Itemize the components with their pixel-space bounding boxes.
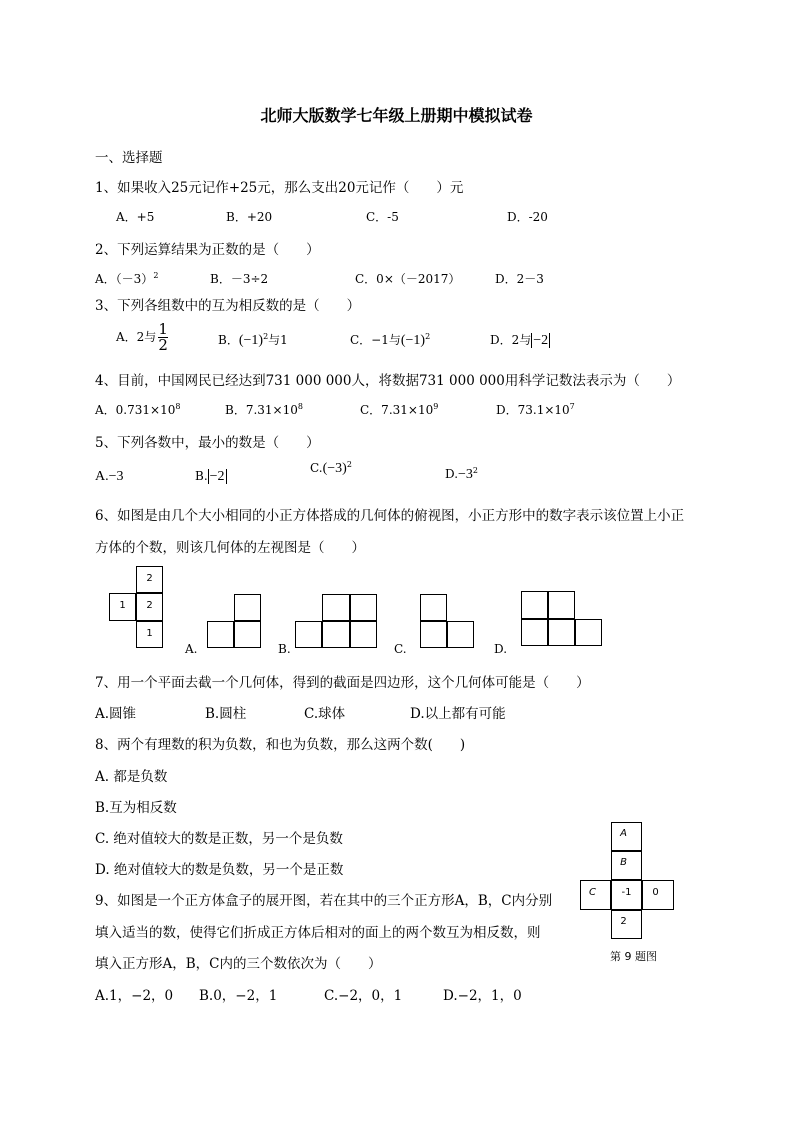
question-3: 3、下列各组数中的互为相反数的是（ ） [95, 298, 361, 314]
grid-number: 2 [146, 600, 153, 611]
q1-option-a: A．+5 [116, 210, 155, 224]
q2-option-a: A．$(-3)^2$ [95, 271, 159, 286]
q7-option-a: A.圆锥 [95, 706, 137, 722]
page-title: 北师大版数学七年级上册期中模拟试卷 [260, 106, 533, 125]
q6-option-d-label: D. [494, 642, 508, 656]
net-label-c: C [589, 887, 596, 898]
q5-option-c: $C.(-3)^2$ [310, 460, 352, 476]
question-8: 8、两个有理数的积为负数，和也为负数，那么这两个数( ) [95, 737, 466, 753]
question-4: 4、目前，中国网民已经达到731 000 000人，将数据731 000 000用科学记数法表示为（ ） [95, 373, 681, 389]
question-1: 1、如果收入25元记作+25元，那么支出20元记作（ ）元 [95, 180, 464, 196]
q9-option-b: B.0，−2，1 [199, 988, 278, 1004]
q5-option-a: A.−3 [95, 469, 124, 484]
question-6-line-2: 方体的个数，则该几何体的左视图是（ ） [95, 540, 365, 556]
fraction-one-half: $\frac{1}{2}$ [158, 320, 168, 354]
q3-option-a: A．2与 $\frac{1}{2}$ [116, 320, 168, 354]
q4-option-d: D．$73.1\times 10^7$ [496, 402, 575, 417]
q9-option-c: C.−2，0，1 [324, 988, 403, 1004]
q6-option-a-label: A. [185, 642, 198, 656]
q8-option-c: C. 绝对值较大的数是正数，另一个是负数 [95, 831, 343, 847]
question-9-line-2: 填入适当的数，使得它们折成正方体后相对的面上的两个数互为相反数，则 [95, 925, 541, 941]
question-9-line-1: 9、如图是一个正方体盒子的展开图，若在其中的三个正方形A，B，C内分别 [95, 893, 553, 909]
section-heading: 一、选择题 [95, 150, 163, 166]
q6-option-b-label: B. [278, 642, 291, 656]
net-label-a: A [620, 828, 627, 839]
q7-option-c: C.球体 [304, 706, 346, 722]
q6-option-c-label: C. [394, 642, 407, 656]
q4-option-c: C．$7.31\times 10^9$ [360, 402, 439, 417]
q8-option-a: A. 都是负数 [95, 769, 168, 785]
grid-number: 1 [119, 600, 126, 611]
net-bottom-value: 2 [620, 916, 627, 927]
q5-option-b: B. −2 [195, 469, 225, 484]
q8-option-b: B.互为相反数 [95, 800, 177, 816]
q9-option-a: A.1，−2，0 [95, 988, 174, 1004]
q3-option-d: D．2与 −2 [490, 333, 549, 348]
question-5: 5、下列各数中，最小的数是（ ） [95, 435, 320, 451]
q5-option-d: $D.-3^2$ [445, 466, 479, 482]
question-9-line-3: 填入正方形A，B，C内的三个数依次为（ ） [95, 956, 382, 972]
q2-option-c: C．0×（－2017） [355, 272, 461, 286]
question-7: 7、用一个平面去截一个几何体，得到的截面是四边形，这个几何体可能是（ ） [95, 675, 590, 691]
q8-option-d: D. 绝对值较大的数是负数，另一个是正数 [95, 862, 344, 878]
net-center-value: -1 [621, 887, 632, 898]
q3-option-c: C．−1与$(-1)^2$ [350, 332, 431, 348]
q4-option-a: A．$0.731\times 10^8$ [95, 402, 181, 417]
grid-number: 1 [146, 628, 153, 639]
grid-number: 2 [146, 573, 153, 584]
figure-caption: 第 9 题图 [610, 950, 657, 963]
question-2: 2、下列运算结果为正数的是（ ） [95, 242, 320, 258]
q4-option-b: B．$7.31\times 10^8$ [225, 402, 303, 417]
q1-option-c: C．-5 [366, 210, 399, 224]
q1-option-d: D．-20 [507, 210, 548, 224]
q2-option-b: B．－3÷2 [210, 272, 269, 286]
q3-option-b: B．$(-1)^2$与1 [218, 332, 288, 348]
q9-option-d: D.−2，1，0 [443, 988, 522, 1004]
q7-option-b: B.圆柱 [205, 706, 247, 722]
net-label-b: B [620, 857, 627, 868]
question-6-line-1: 6、如图是由几个大小相同的小正方体搭成的几何体的俯视图，小正方形中的数字表示该位置上小正 [95, 508, 685, 524]
q7-option-d: D.以上都有可能 [410, 706, 506, 722]
q1-option-b: B．+20 [226, 210, 273, 224]
q2-option-d: D．2－3 [495, 272, 544, 286]
net-right-value: 0 [652, 887, 659, 898]
